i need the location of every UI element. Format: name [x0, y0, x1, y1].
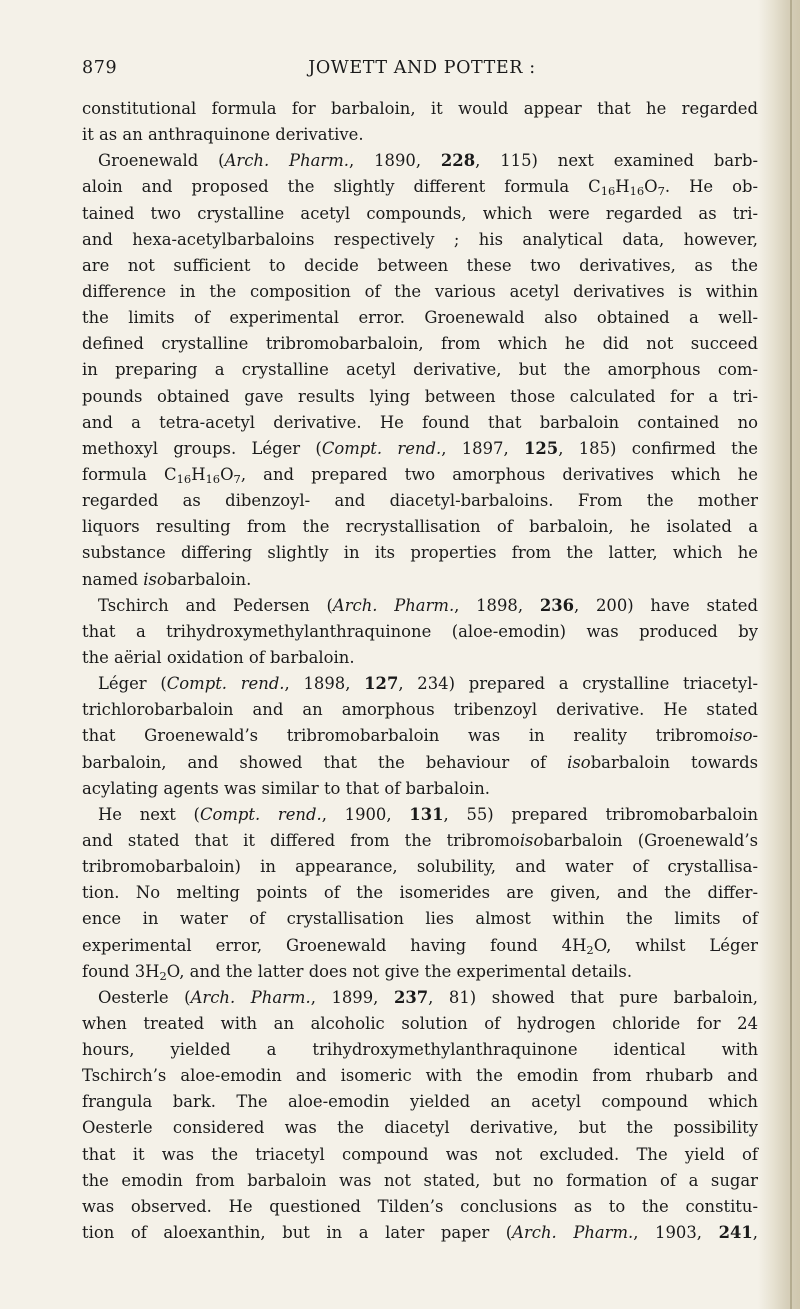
text-line — [82, 305, 758, 331]
text-line — [82, 122, 758, 148]
text-line — [82, 540, 758, 566]
italic-text: iso — [519, 830, 544, 850]
text-segment: ence in water of crystallisation lies almost within the limits of — [82, 909, 758, 929]
text-line — [82, 802, 758, 828]
text-segment: that a trihydroxymethylanthraquinone (aloe-emodin) was produced by — [82, 621, 758, 641]
text-segment: , 200) have stated — [574, 595, 759, 615]
text-segment: the limits of experimental error. Groenewald also obtained a well- — [82, 308, 758, 328]
text-segment: , 115) next examined barb- — [475, 151, 758, 171]
text-line — [82, 776, 758, 802]
text-segment: tion of aloexanthin, but in a later paper ( — [82, 1223, 513, 1243]
text-segment: , 1897, — [441, 438, 524, 458]
text-segment: Oesterle ( — [98, 987, 191, 1007]
subscript: 16 — [205, 471, 221, 486]
text-line — [82, 462, 758, 488]
text-segment: and a tetra-acetyl derivative. He found that barbaloin contained no — [82, 412, 758, 432]
text-segment: it as an anthraquinone derivative. — [82, 125, 364, 145]
body-text — [82, 96, 758, 1246]
italic-text: Arch. Pharm. — [332, 595, 455, 615]
subscript: 16 — [629, 184, 645, 199]
text-line — [82, 227, 758, 253]
text-segment: tribromobarbaloin) in appearance, solubility, and water of crystallisa- — [82, 857, 758, 877]
text-segment: O, whilst Léger — [593, 935, 758, 955]
text-segment: experimental error, Groenewald having found 4H — [82, 935, 587, 955]
text-segment: aloin and proposed the slightly different formula C — [82, 177, 601, 197]
volume-number: 127 — [364, 674, 399, 694]
text-line — [82, 906, 758, 932]
text-segment: , 1899, — [310, 987, 394, 1007]
page-edge-shadow — [758, 0, 800, 1309]
text-segment: acylating agents was similar to that of barbaloin. — [82, 778, 490, 798]
text-segment: tained two crystalline acetyl compounds, which were regarded as tri- — [82, 203, 758, 223]
text-line — [82, 933, 758, 959]
text-line — [82, 1011, 758, 1037]
page-header — [82, 58, 762, 84]
text-segment: barbaloin. — [166, 569, 252, 589]
italic-text: iso — [567, 752, 591, 772]
subscript: 2 — [586, 942, 594, 957]
text-line — [82, 1194, 758, 1220]
text-segment: , 1898, — [284, 674, 365, 694]
text-segment: , 1898, — [454, 595, 540, 615]
text-segment: barbaloin, and showed that the behaviour of — [82, 752, 568, 772]
text-segment: O, and the latter does not give the experimental details. — [166, 961, 633, 981]
text-segment: . He ob- — [664, 177, 758, 197]
text-segment: tion. No melting points of the isomerides are given, and the differ- — [82, 883, 758, 903]
text-segment: difference in the composition of the various acetyl derivatives is within — [82, 281, 758, 301]
text-segment: Léger ( — [98, 674, 167, 694]
text-line — [82, 619, 758, 645]
text-line — [82, 697, 758, 723]
text-segment: H — [615, 177, 630, 197]
italic-text: Compt. rend. — [321, 438, 442, 458]
text-segment: when treated with an alcoholic solution of hydrogen chloride for 24 — [82, 1013, 758, 1033]
text-segment: was observed. He questioned Tilden’s conclusions as to the constitu- — [82, 1196, 758, 1216]
text-segment: , 55) prepared tribromobarbaloin — [443, 804, 759, 824]
text-line — [82, 880, 758, 906]
text-line — [82, 985, 758, 1011]
text-line — [82, 593, 758, 619]
subscript: 7 — [233, 471, 241, 486]
subscript: 16 — [176, 471, 192, 486]
text-segment: in preparing a crystalline acetyl derivative, but the amorphous com- — [82, 360, 758, 380]
text-segment: that Groenewald’s tribromobarbaloin was in reality tribromo — [82, 726, 729, 746]
volume-number: 237 — [393, 987, 429, 1007]
text-segment: , 1890, — [349, 151, 441, 171]
text-segment: , 81) showed that pure barbaloin, — [428, 987, 759, 1007]
text-segment: , and prepared two amorphous derivatives which he — [240, 464, 758, 484]
text-segment: , 185) confirmed the — [558, 438, 758, 458]
text-line — [82, 723, 758, 749]
text-line — [82, 1168, 758, 1194]
running-head: JOWETT AND POTTER : — [308, 58, 536, 78]
text-segment: trichlorobarbaloin and an amorphous tribenzoyl derivative. He stated — [82, 700, 758, 720]
volume-number: 236 — [539, 595, 575, 615]
text-segment: He next ( — [98, 804, 200, 824]
text-segment: - — [752, 726, 758, 746]
italic-text: iso — [143, 569, 167, 589]
text-segment: hours, yielded a trihydroxymethylanthraquinone identical with — [82, 1040, 758, 1060]
text-line — [82, 567, 758, 593]
text-segment: liquors resulting from the recrystallisation of barbaloin, he isolated a — [82, 517, 758, 537]
text-segment: O — [220, 464, 234, 484]
text-segment: Tschirch’s aloe-emodin and isomeric with the emodin from rhubarb and — [82, 1066, 758, 1086]
text-segment: O — [644, 177, 658, 197]
italic-text: Arch. Pharm. — [512, 1223, 634, 1243]
text-segment: formula C — [82, 464, 177, 484]
text-segment: the emodin from barbaloin was not stated, but no formation of a sugar — [82, 1170, 758, 1190]
page-number: 879 — [82, 58, 118, 78]
text-line — [82, 750, 758, 776]
text-line — [82, 174, 758, 200]
text-line — [82, 253, 758, 279]
text-line — [82, 1142, 758, 1168]
italic-text: Compt. rend. — [199, 804, 322, 824]
text-segment: substance differing slightly in its properties from the latter, which he — [82, 543, 758, 563]
text-segment: , 234) prepared a crystalline triacetyl- — [398, 674, 758, 694]
text-line — [82, 671, 758, 697]
italic-text: Arch. Pharm. — [224, 151, 350, 171]
text-segment: constitutional formula for barbaloin, it would appear that he regarded — [82, 99, 758, 118]
text-segment: defined crystalline tribromobarbaloin, from which he did not succeed — [82, 334, 758, 354]
text-segment: barbaloin towards — [590, 752, 758, 772]
italic-text: Compt. rend. — [166, 674, 285, 694]
text-line — [82, 96, 758, 122]
text-segment: regarded as dibenzoyl- and diacetyl-barbaloins. From the mother — [82, 491, 758, 511]
italic-text: iso — [728, 726, 753, 746]
text-segment: found 3H — [82, 961, 160, 981]
volume-number: 241 — [718, 1223, 753, 1243]
text-line — [82, 1115, 758, 1141]
text-segment: barbaloin (Groenewald’s — [543, 830, 759, 850]
text-line — [82, 854, 758, 880]
text-segment: pounds obtained gave results lying between those calculated for a tri- — [82, 386, 758, 406]
text-segment: , 1900, — [321, 804, 410, 824]
text-segment: and hexa-acetylbarbaloins respectively ; his analytical data, however, — [82, 229, 758, 249]
page-binding-edge — [790, 0, 792, 1309]
volume-number: 125 — [523, 438, 559, 458]
text-line — [82, 436, 758, 462]
subscript: 2 — [159, 968, 167, 983]
text-segment: are not sufficient to decide between these two derivatives, as the — [82, 255, 758, 275]
text-segment: H — [191, 464, 206, 484]
text-line — [82, 959, 758, 985]
text-line — [82, 384, 758, 410]
text-segment: , — [752, 1223, 758, 1243]
text-line — [82, 645, 758, 671]
text-segment: Tschirch and Pedersen ( — [98, 595, 333, 615]
text-segment: methoxyl groups. Léger ( — [82, 438, 322, 458]
subscript: 16 — [600, 184, 616, 199]
text-segment: the aërial oxidation of barbaloin. — [82, 647, 355, 667]
text-line — [82, 1089, 758, 1115]
text-segment: that it was the triacetyl compound was not excluded. The yield of — [82, 1144, 758, 1164]
text-line — [82, 201, 758, 227]
text-line — [82, 148, 758, 174]
subscript: 7 — [657, 184, 665, 199]
text-segment: frangula bark. The aloe-emodin yielded an acetyl compound which — [82, 1092, 758, 1112]
text-line — [82, 357, 758, 383]
text-line — [82, 828, 758, 854]
text-line — [82, 488, 758, 514]
volume-number: 131 — [409, 804, 444, 824]
text-line — [82, 1063, 758, 1089]
volume-number: 228 — [440, 151, 476, 171]
text-segment: Oesterle considered was the diacetyl derivative, but the possibility — [82, 1118, 758, 1138]
text-line — [82, 331, 758, 357]
text-segment: and stated that it differed from the tribromo — [82, 830, 520, 850]
italic-text: Arch. Pharm. — [190, 987, 311, 1007]
text-line — [82, 279, 758, 305]
text-segment: Groenewald ( — [98, 151, 225, 171]
text-line — [82, 410, 758, 436]
text-line — [82, 514, 758, 540]
text-line — [82, 1037, 758, 1063]
text-segment: named — [82, 569, 144, 589]
text-segment: , 1903, — [633, 1223, 719, 1243]
text-line — [82, 1220, 758, 1246]
